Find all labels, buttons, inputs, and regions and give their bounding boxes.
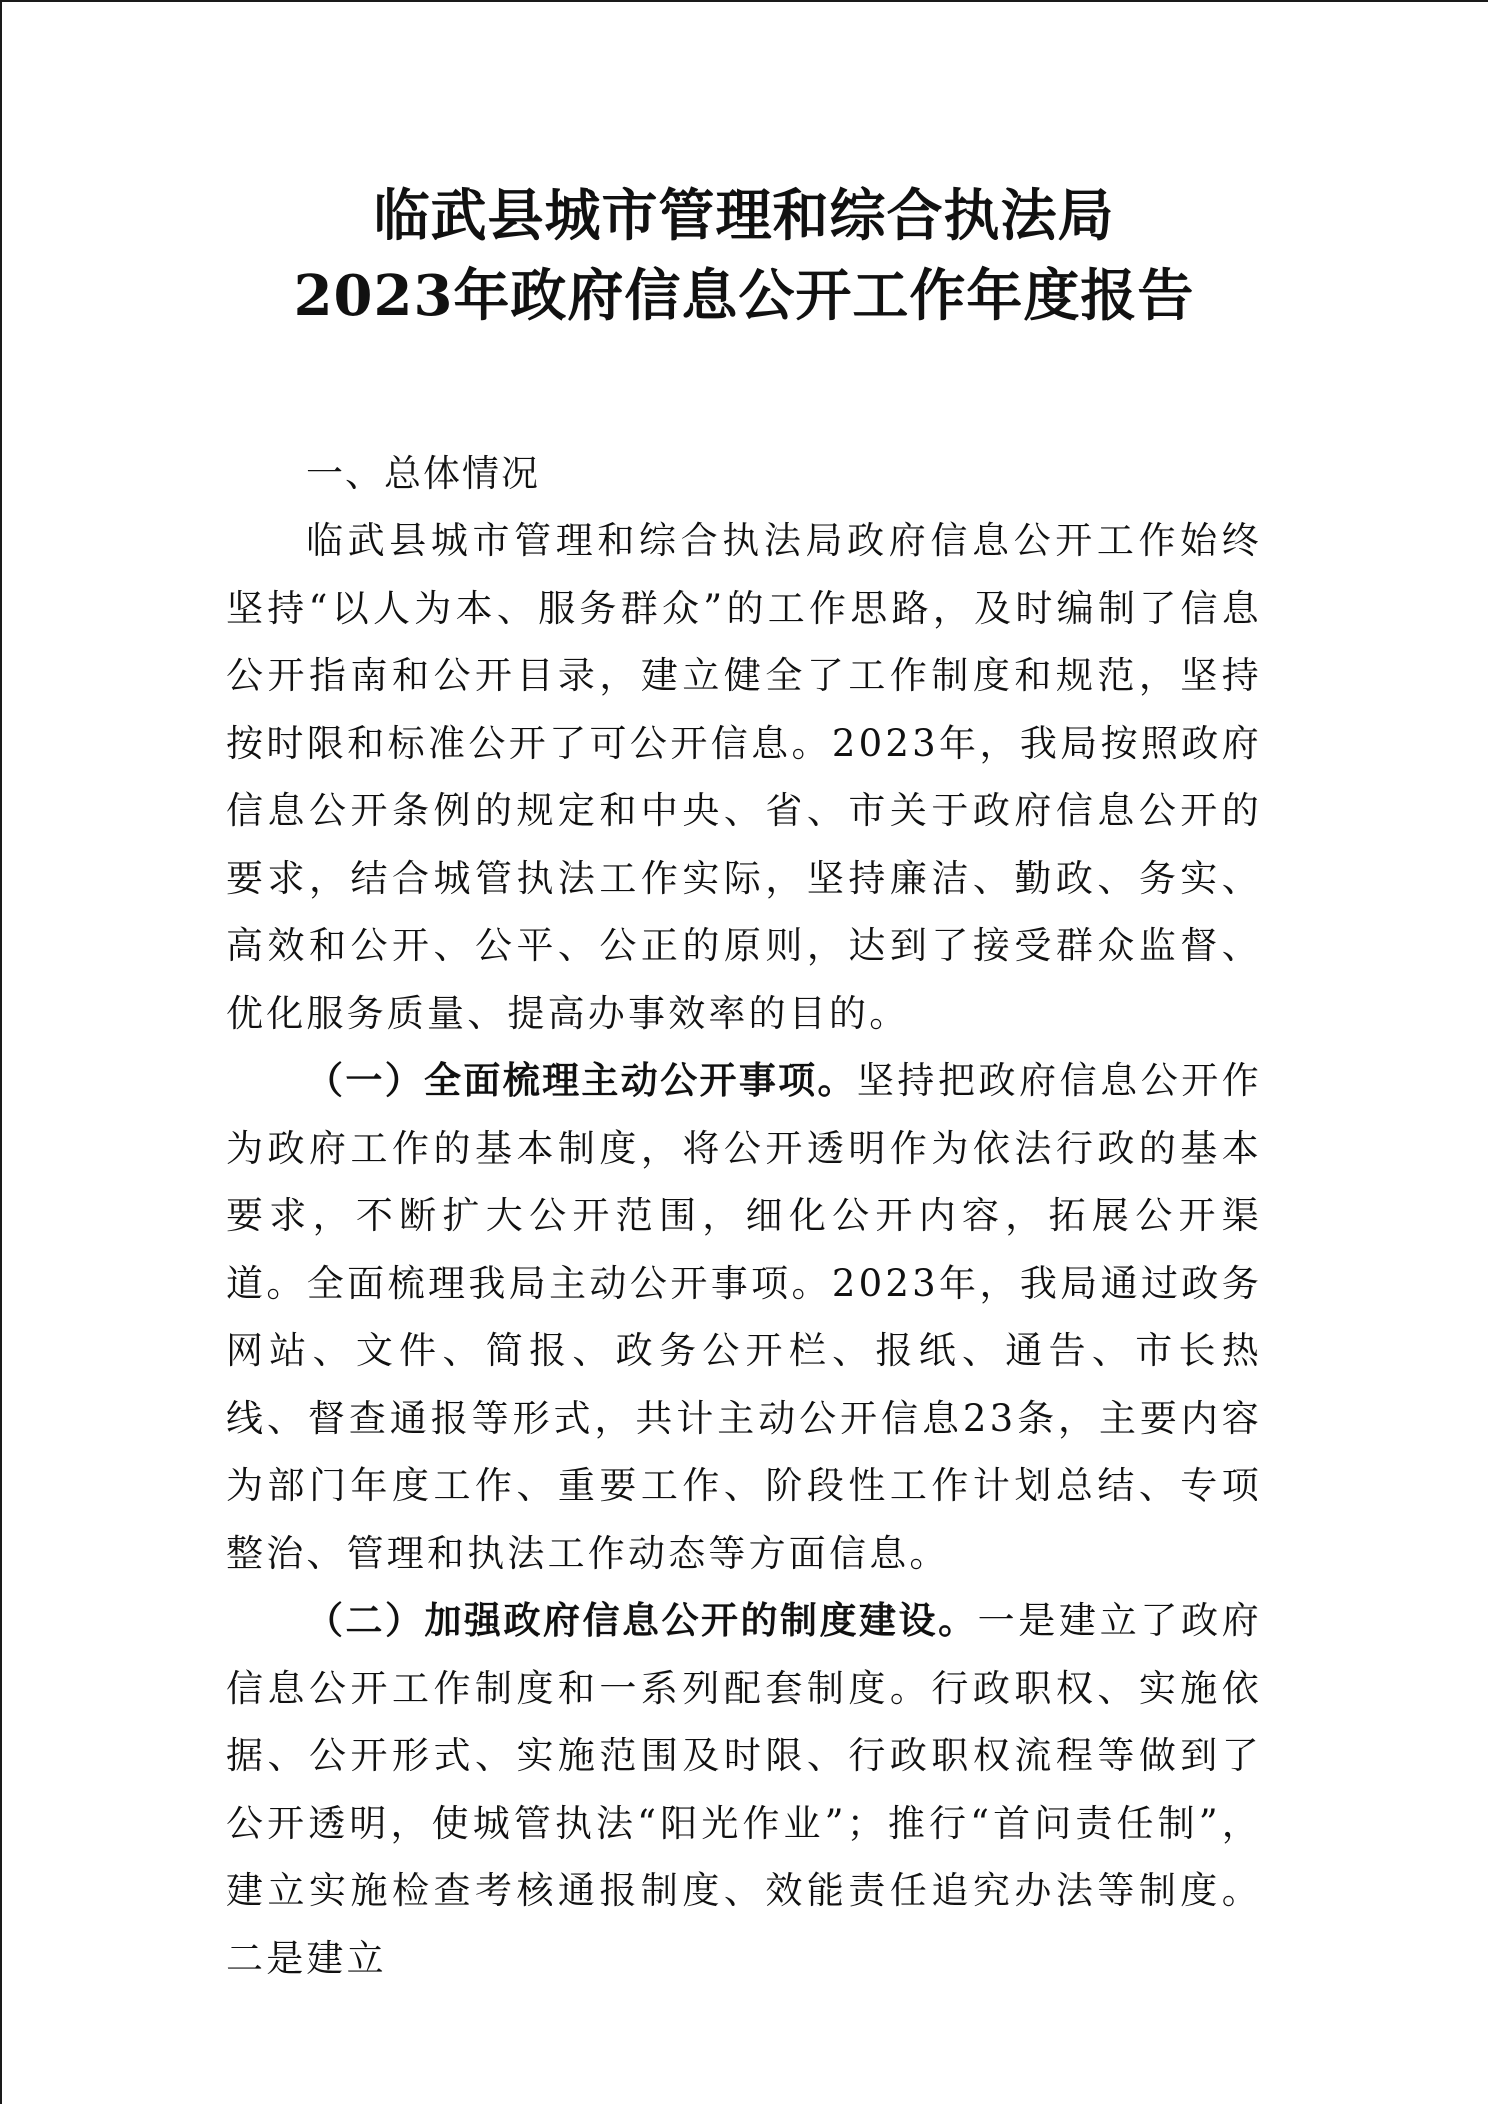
title-line-2: 2023年政府信息公开工作年度报告 — [293, 263, 1195, 329]
subsection-1-paragraph — [226, 1047, 1262, 1587]
document-body — [226, 176, 1262, 1992]
subsection-1-body: 坚持把政府信息公开作为政府工作的基本制度，将公开透明作为依法行政的基本要求，不断扩大公开范围，细化公开内容，拓展公开渠道。全面梳理我局主动公开事项。2023年，我局通过政务网站、文件、简报、政务公开栏、报纸、通告、市长热线、督查通报等形式，共计主动公开信息23条，主要内容为部门年度工作、重要工作、阶段性工作计划总结、专项整治、管理和执法工作动态等方面信息。 — [226, 1059, 1263, 1575]
subsection-2-body: 一是建立了政府信息公开工作制度和一系列配套制度。行政职权、实施依据、公开形式、实施范围及时限、行政职权流程等做到了公开透明，使城管执法“阳光作业”；推行“首问责任制”，建立实施检查考核通报制度、效能责任追究办法等制度。二是建立 — [226, 1599, 1263, 1980]
page-border-top — [0, 0, 1488, 2]
page-border-left — [0, 0, 2, 2104]
section-heading-overview: 一、总体情况 — [306, 452, 540, 495]
subsection-1-heading: （一）全面梳理主动公开事项。 — [306, 1058, 857, 1102]
document-title — [226, 176, 1262, 336]
subsection-2-paragraph — [226, 1587, 1262, 1992]
subsection-2-heading: （二）加强政府信息公开的制度建设。 — [306, 1598, 978, 1642]
section-overview-paragraph: 临武县城市管理和综合执法局政府信息公开工作始终坚持“以人为本、服务群众”的工作思路，及时编制了信息公开指南和公开目录，建立健全了工作制度和规范，坚持按时限和标准公开了可公开信息。2023年，我局按照政府信息公开条例的规定和中央、省、市关于政府信息公开的要求，结合城管执法工作实际，坚持廉洁、勤政、务实、高效和公开、公平、公正的原则，达到了接受群众监督、优化服务质量、提高办事效率的目的。 — [226, 519, 1262, 1035]
title-line-1: 临武县城市管理和综合执法局 — [373, 183, 1115, 249]
